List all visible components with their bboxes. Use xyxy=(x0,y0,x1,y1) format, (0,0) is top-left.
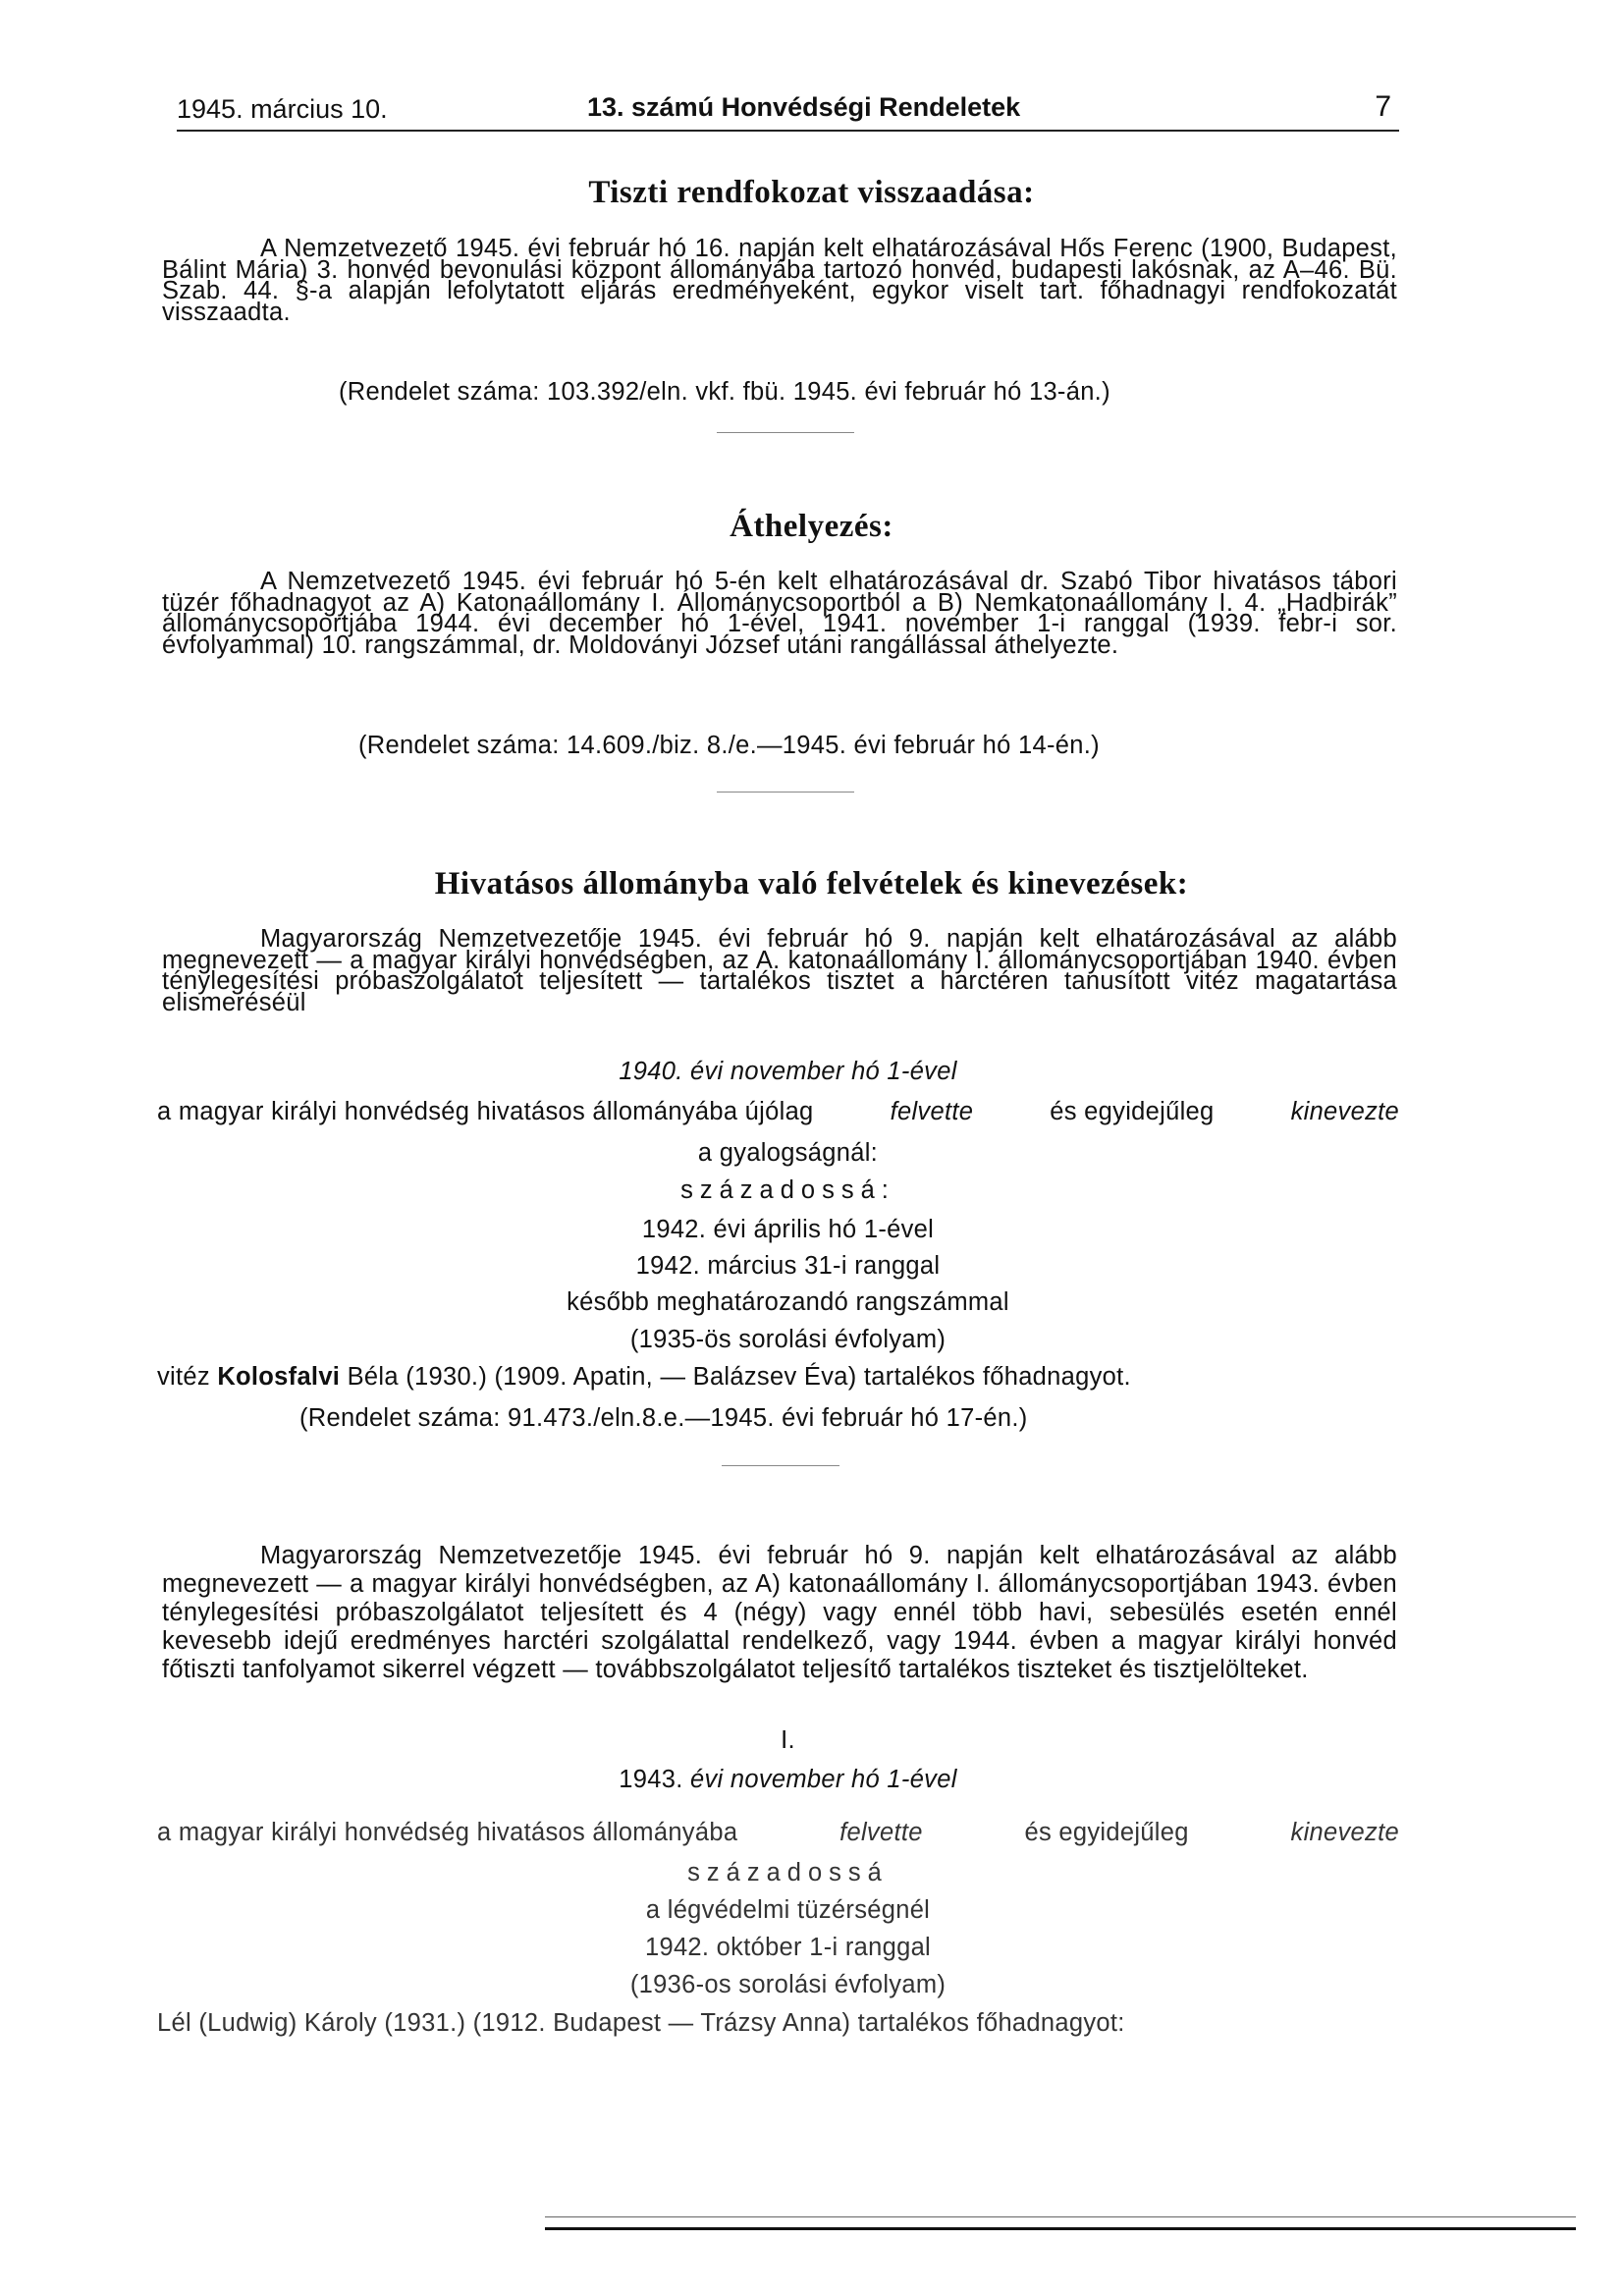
section-body-rank-restoration xyxy=(162,235,1397,326)
section-text: Magyarország Nemzetvezetője 1945. évi február hó 9. napján kelt elhatározásával az alább megnevezett — a magyar királyi honvédségben, az A. katonaállomány I. állománycsoportjában 1940. évben ténylegesítési próbaszolgálatot teljesített — tartalékos tisztet a harctéren tanusított vitéz magatartása elismeréséül xyxy=(162,925,1397,1016)
action-text: a magyar királyi honvédség hivatásos állományába újólag xyxy=(157,1098,814,1125)
action-verb-appointed: kinevezte xyxy=(1290,1819,1399,1846)
effective-from-line: 1942. évi április hó 1-ével xyxy=(641,1216,935,1243)
roman-numeral: I. xyxy=(781,1726,795,1754)
decree-reference: (Rendelet száma: 103.392/eln. vkf. fbü. 1945. évi február hó 13-án.) xyxy=(339,378,1110,406)
section-title-appointments: Hivatásos állományba való felvételek és kinevezések: xyxy=(434,866,1189,902)
action-line xyxy=(157,1819,1399,1847)
section-body-transfer xyxy=(162,568,1397,659)
action-line xyxy=(157,1098,1399,1126)
action-verb-appointed: kinevezte xyxy=(1290,1098,1399,1125)
action-verb-accepted: felvette xyxy=(839,1819,923,1846)
appointee-prefix: vitéz xyxy=(157,1363,210,1391)
footer-rule-thin xyxy=(545,2216,1576,2217)
effective-date-line: 1940. évi november hó 1-ével xyxy=(619,1058,957,1085)
rank-number-line: később meghatározandó rangszámmal xyxy=(567,1288,1009,1316)
cohort-line: (1935-ös sorolási évfolyam) xyxy=(629,1326,947,1353)
date-year: 1943. xyxy=(619,1766,683,1793)
branch-line: a légvédelmi tüzérségnél xyxy=(645,1896,931,1924)
branch-line: a gyalogságnál: xyxy=(697,1139,879,1167)
date-month: évi november hó xyxy=(690,1766,881,1793)
section-text: A Nemzetvezető 1945. évi február hó 5-én kelt elhatározásával dr. Szabó Tibor hivatásos tábori tüzér főhadnagyot az A) Katonaállomány I. Állománycsoportból a B) Nemkatonaállomány I. 4. „Hadbirák” állománycsoportjába 1944. évi december hó 1-ével, 1941. november 1-i ranggal (1939. febr-i sor. évfolyammal) 10. rangszámmal, dr. Moldoványi József utáni rangállással áthelyezte. xyxy=(162,568,1397,659)
action-conjunction: és egyidejűleg xyxy=(1050,1098,1215,1125)
separator-line xyxy=(717,792,854,793)
appointee-surname: Kolosfalvi xyxy=(217,1363,341,1391)
issue-date: 1945. március 10. xyxy=(177,94,388,124)
section-body-appointments-2 xyxy=(162,1542,1397,1684)
page-number: 7 xyxy=(1375,90,1391,123)
effective-date-line xyxy=(177,1766,1399,1794)
date-day: 1-ével xyxy=(887,1766,957,1793)
appointee-details: Béla (1930.) (1909. Apatin, — Balázsev Éva) tartalékos főhadnagyot. xyxy=(347,1363,1131,1391)
action-conjunction: és egyidejűleg xyxy=(1024,1819,1189,1846)
section-body-appointments xyxy=(162,925,1397,1016)
seniority-line: 1942. március 31-i ranggal xyxy=(635,1252,941,1280)
footer-rule-thick xyxy=(545,2227,1576,2230)
appointee-line: Lél (Ludwig) Károly (1931.) (1912. Budapest — Trázsy Anna) tartalékos főhadnagyot: xyxy=(157,2009,1125,2037)
publication-title: 13. számú Honvédségi Rendeletek xyxy=(587,92,1021,122)
rank-line: századossá xyxy=(687,1859,889,1886)
seniority-line: 1942. október 1-i ranggal xyxy=(644,1934,932,1961)
cohort-line: (1936-os sorolási évfolyam) xyxy=(629,1971,947,1998)
section-title-rank-restoration: Tiszti rendfokozat visszaadása: xyxy=(588,175,1035,210)
section-title-transfer: Áthelyezés: xyxy=(730,509,893,544)
action-verb-accepted: felvette xyxy=(890,1098,974,1125)
decree-reference: (Rendelet száma: 91.473./eln.8.e.—1945. évi február hó 17-én.) xyxy=(299,1404,1028,1432)
appointee-line xyxy=(157,1363,1399,1392)
page-header xyxy=(177,90,1399,132)
separator-line xyxy=(717,432,854,433)
action-text: a magyar királyi honvédség hivatásos állományába xyxy=(157,1819,738,1846)
separator-line xyxy=(722,1465,839,1466)
section-text: Magyarország Nemzetvezetője 1945. évi február hó 9. napján kelt elhatározásával az alább megnevezett — a magyar királyi honvédségben, az A) katonaállomány I. állománycsoportjában 1943. évben ténylegesítési próbaszolgálatot teljesített és 4 (négy) vagy ennél több havi, sebesülés esetén ennél kevesebb idejű eredményes harctéri szolgálattal rendelkező, vagy 1944. évben a magyar királyi honvéd főtiszti tanfolyamot sikerrel végzett — továbbszolgálatot teljesítő tartalékos tiszteket és tisztjelölteket. xyxy=(162,1542,1397,1683)
section-text: A Nemzetvezető 1945. évi február hó 16. napján kelt elhatározásával Hős Ferenc (1900, Budapest, Bálint Mária) 3. honvéd bevonulási központ állományába tartozó honvéd, budapesti lakósnak, az A–46. Bü. Szab. 44. §-a alapján lefolytatott eljárás eredményeként, egykor viselt tart. főhadnagyi rendfokozatát visszaadta. xyxy=(162,235,1397,326)
decree-reference: (Rendelet száma: 14.609./biz. 8./e.—1945. évi február hó 14-én.) xyxy=(358,732,1100,759)
rank-line: századossá: xyxy=(680,1176,895,1204)
